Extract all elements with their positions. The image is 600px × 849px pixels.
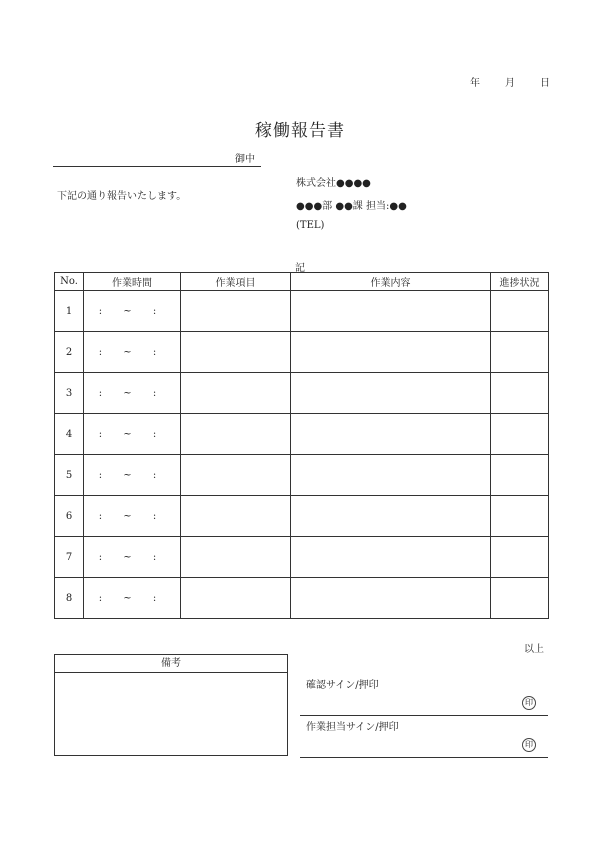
intro-text: 下記の通り報告いたします。 bbox=[57, 191, 187, 202]
table-row bbox=[55, 332, 549, 373]
table-row bbox=[55, 537, 549, 578]
progress-cell[interactable] bbox=[491, 291, 549, 332]
column-header-content: 作業内容 bbox=[291, 273, 491, 291]
department-info: ●●●部 ●●課 担当:●● bbox=[296, 201, 407, 212]
work-item-cell[interactable] bbox=[181, 455, 291, 496]
column-header-progress: 進捗状況 bbox=[491, 273, 549, 291]
work-time-cell[interactable]: : ~ : bbox=[84, 537, 181, 578]
row-number: 5 bbox=[55, 455, 84, 496]
work-time-cell[interactable]: : ~ : bbox=[84, 414, 181, 455]
table-row bbox=[55, 455, 549, 496]
report-table bbox=[54, 272, 549, 619]
work-time-cell[interactable]: : ~ : bbox=[84, 332, 181, 373]
confirm-sign-line[interactable] bbox=[300, 715, 548, 716]
remarks-box[interactable] bbox=[54, 654, 288, 756]
work-item-cell[interactable] bbox=[181, 373, 291, 414]
worker-sign-line[interactable] bbox=[300, 757, 548, 758]
work-time-cell[interactable]: : ~ : bbox=[84, 291, 181, 332]
work-item-cell[interactable] bbox=[181, 537, 291, 578]
column-header-no: No. bbox=[55, 273, 84, 291]
confirm-sign-label: 確認サイン/押印 bbox=[306, 680, 379, 691]
work-content-cell[interactable] bbox=[291, 578, 491, 619]
row-number: 1 bbox=[55, 291, 84, 332]
tel-label: (TEL) bbox=[296, 220, 325, 231]
page-title: 稼働報告書 bbox=[255, 121, 345, 141]
row-number: 6 bbox=[55, 496, 84, 537]
table-row bbox=[55, 496, 549, 537]
progress-cell[interactable] bbox=[491, 537, 549, 578]
work-content-cell[interactable] bbox=[291, 455, 491, 496]
column-header-time: 作業時間 bbox=[84, 273, 181, 291]
table-row bbox=[55, 291, 549, 332]
work-content-cell[interactable] bbox=[291, 291, 491, 332]
row-number: 4 bbox=[55, 414, 84, 455]
progress-cell[interactable] bbox=[491, 455, 549, 496]
progress-cell[interactable] bbox=[491, 373, 549, 414]
remarks-label: 備考 bbox=[55, 655, 287, 673]
work-item-cell[interactable] bbox=[181, 291, 291, 332]
work-content-cell[interactable] bbox=[291, 537, 491, 578]
work-time-cell[interactable]: : ~ : bbox=[84, 496, 181, 537]
date-field bbox=[470, 74, 550, 89]
progress-cell[interactable] bbox=[491, 578, 549, 619]
date-day-label: 日 bbox=[540, 78, 550, 89]
work-time-cell[interactable]: : ~ : bbox=[84, 578, 181, 619]
ijou-label: 以上 bbox=[524, 644, 544, 655]
progress-cell[interactable] bbox=[491, 332, 549, 373]
work-content-cell[interactable] bbox=[291, 414, 491, 455]
table-row bbox=[55, 414, 549, 455]
progress-cell[interactable] bbox=[491, 496, 549, 537]
date-year-label: 年 bbox=[470, 78, 480, 89]
seal-icon: 印 bbox=[522, 738, 536, 752]
work-item-cell[interactable] bbox=[181, 578, 291, 619]
work-content-cell[interactable] bbox=[291, 332, 491, 373]
work-item-cell[interactable] bbox=[181, 332, 291, 373]
ki-label: 記 bbox=[295, 263, 305, 274]
row-number: 3 bbox=[55, 373, 84, 414]
work-time-cell[interactable]: : ~ : bbox=[84, 373, 181, 414]
work-item-cell[interactable] bbox=[181, 414, 291, 455]
date-month-label: 月 bbox=[505, 78, 515, 89]
recipient-suffix: 御中 bbox=[235, 154, 255, 165]
seal-icon: 印 bbox=[522, 696, 536, 710]
table-row bbox=[55, 373, 549, 414]
table-header-row bbox=[55, 273, 549, 291]
row-number: 2 bbox=[55, 332, 84, 373]
row-number: 8 bbox=[55, 578, 84, 619]
column-header-item: 作業項目 bbox=[181, 273, 291, 291]
worker-sign-label: 作業担当サイン/押印 bbox=[306, 722, 399, 733]
work-content-cell[interactable] bbox=[291, 373, 491, 414]
work-item-cell[interactable] bbox=[181, 496, 291, 537]
work-content-cell[interactable] bbox=[291, 496, 491, 537]
work-time-cell[interactable]: : ~ : bbox=[84, 455, 181, 496]
company-name: 株式会社●●●● bbox=[296, 178, 371, 189]
row-number: 7 bbox=[55, 537, 84, 578]
recipient-line bbox=[53, 166, 261, 167]
progress-cell[interactable] bbox=[491, 414, 549, 455]
table-row bbox=[55, 578, 549, 619]
